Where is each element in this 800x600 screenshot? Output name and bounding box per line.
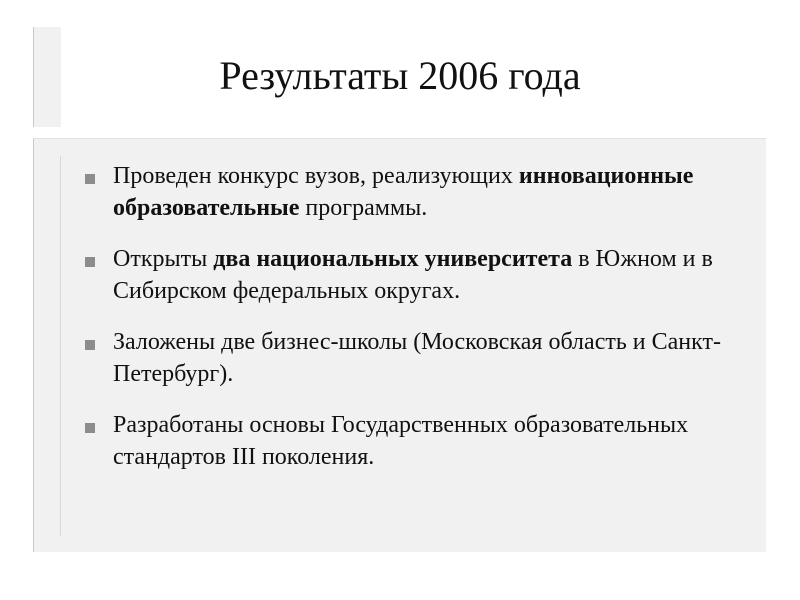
bullet-text-2 [113, 246, 713, 304]
square-bullet-icon [85, 423, 95, 433]
bullet-text-1 [113, 163, 693, 221]
bullet-text-4: Разработаны основы Государственных образовательных стандартов III поколения. [113, 412, 689, 470]
bullet-item-1 [80, 160, 780, 224]
bullet-item-3 [80, 326, 780, 390]
square-bullet-icon [85, 257, 95, 267]
bullet-1-bold-phrase: инновационные образовательные [113, 163, 694, 221]
bullet-item-2 [80, 243, 780, 307]
square-bullet-icon [85, 340, 95, 350]
bullet-2-part-3: в Южном и в Сибирском федеральных округах. [113, 246, 713, 304]
bullet-2-part-1: Открыты [113, 246, 214, 272]
panel-divider-line [60, 156, 61, 536]
bullet-item-4 [80, 409, 780, 473]
bullet-1-part-3: программы. [299, 195, 428, 221]
bullet-list [80, 160, 780, 473]
slide-title: Результаты 2006 года [219, 53, 581, 98]
bullet-2-bold-phrase: два национальных университета [213, 246, 573, 272]
square-bullet-icon [85, 174, 95, 184]
bullet-text-3: Заложены две бизнес-школы (Московская область и Санкт-Петербург). [113, 329, 721, 387]
bullet-1-part-1: Проведен конкурс вузов, реализующих [113, 163, 519, 189]
